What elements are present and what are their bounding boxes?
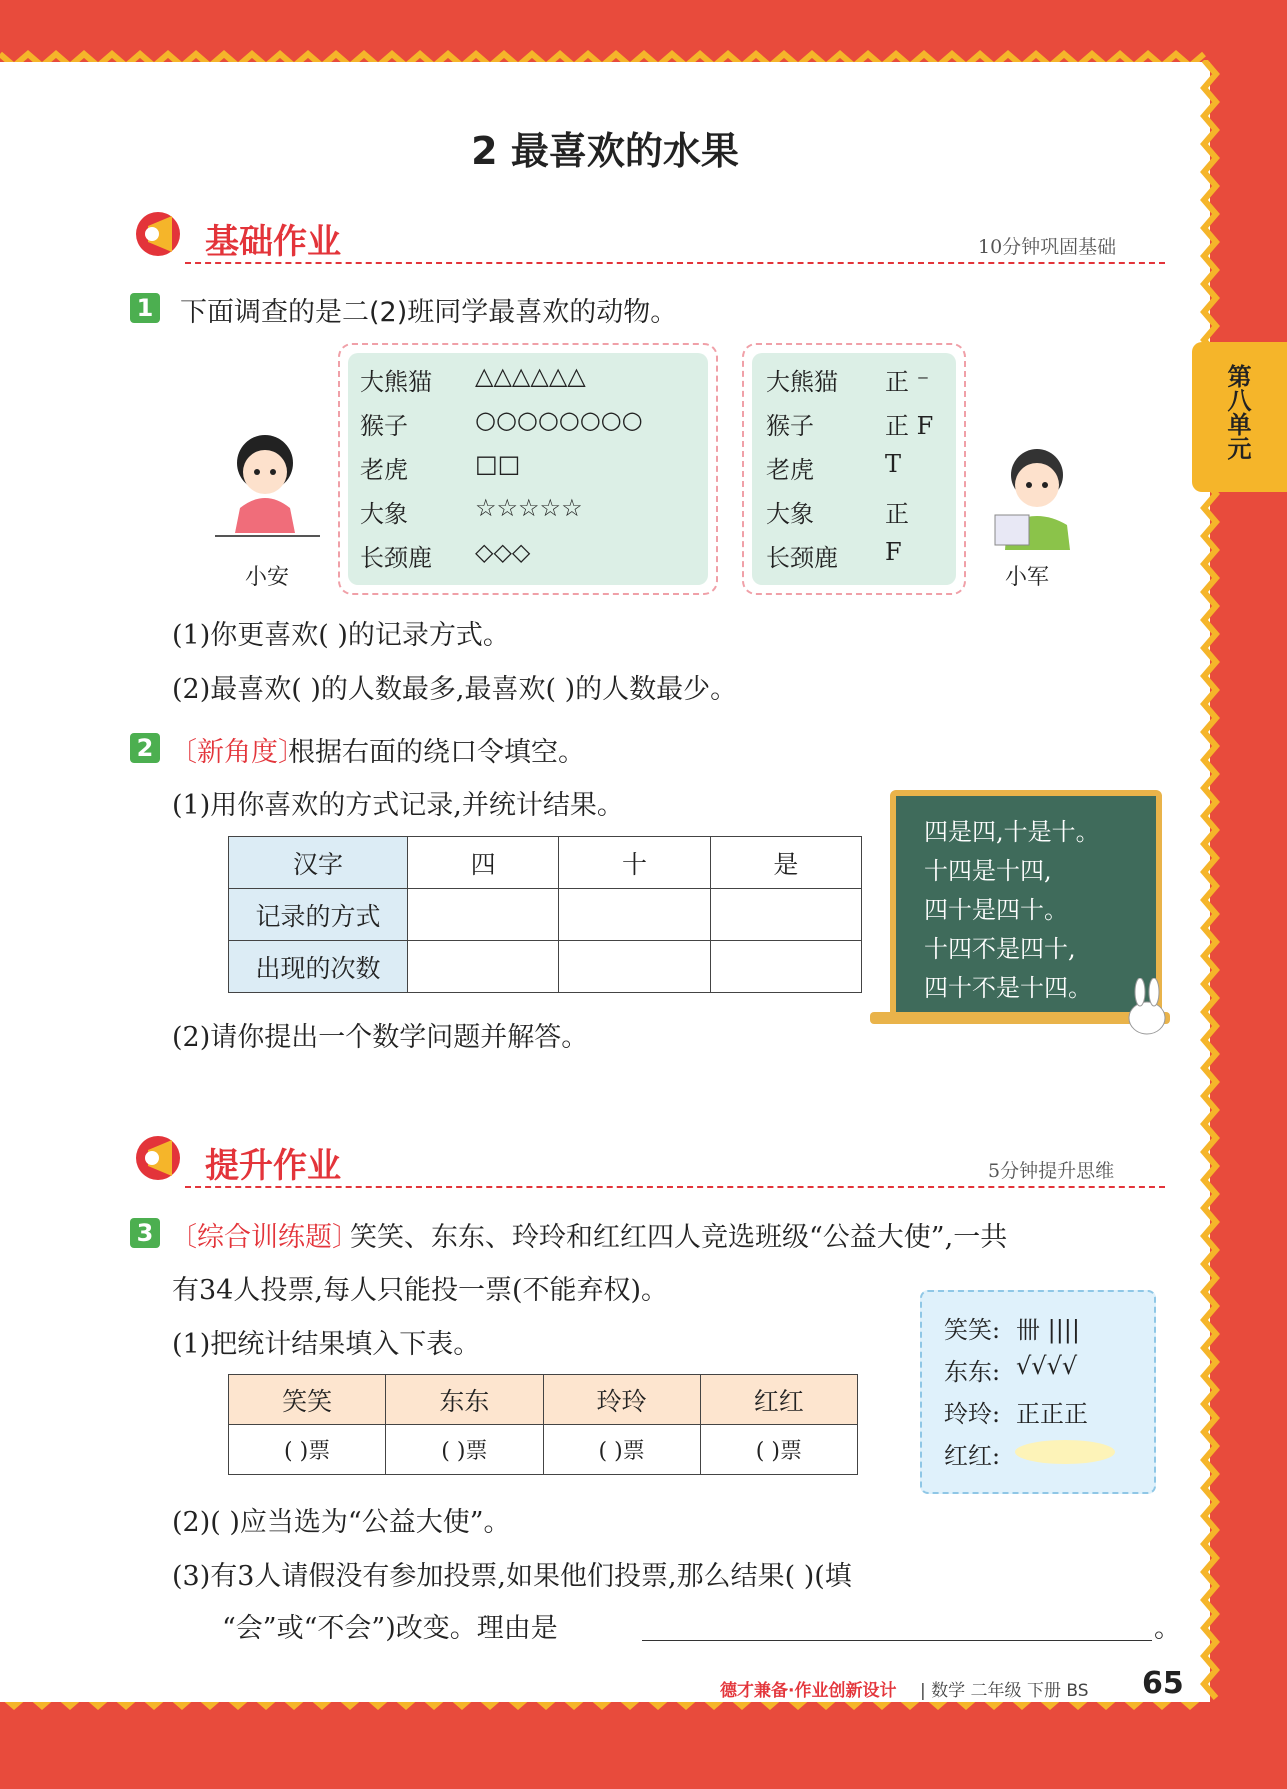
row-label: 出现的次数 xyxy=(229,941,408,993)
tongue-twister-line: 四十是四十。 xyxy=(924,896,1068,924)
boy-illustration xyxy=(985,445,1085,555)
right-record-animal: 长颈鹿 xyxy=(766,544,838,572)
tally-name: 红红: xyxy=(944,1442,1001,1470)
tongue-twister-line: 四是四,十是十。 xyxy=(924,818,1100,846)
advanced-section-heading: 提升作业 xyxy=(205,1146,341,1186)
q3-sub1: (1)把统计结果填入下表。 xyxy=(172,1329,481,1360)
q3-sub2[interactable]: (2)( )应当选为“公益大使”。 xyxy=(172,1507,511,1538)
right-record-mark: F xyxy=(885,538,902,566)
tally-mark: 正正正 xyxy=(1016,1400,1088,1428)
tally-name: 笑笑: xyxy=(944,1316,1001,1344)
table-header: 四 xyxy=(408,837,559,889)
vote-cell[interactable]: ( )票 xyxy=(700,1425,857,1475)
footer-brand: 德才兼备·作业创新设计 xyxy=(720,1681,897,1701)
right-record-animal: 老虎 xyxy=(766,456,814,484)
question-text-line2: 有34人投票,每人只能投一票(不能弃权)。 xyxy=(172,1275,669,1306)
left-record-mark: □□ xyxy=(475,450,521,478)
tally-name: 玲玲: xyxy=(944,1400,1001,1428)
answer-cell[interactable] xyxy=(408,941,559,993)
vote-cell[interactable]: ( )票 xyxy=(543,1425,700,1475)
megaphone-icon xyxy=(130,208,190,260)
table-header: 东东 xyxy=(386,1375,543,1425)
advanced-section-note: 5分钟提升思维 xyxy=(988,1160,1115,1182)
right-record-mark: 正 ⁻ xyxy=(885,368,930,396)
left-record-mark: ◇◇◇ xyxy=(475,538,531,566)
question-text-line1: 笑笑、东东、玲玲和红红四人竞选班级“公益大使”,一共 xyxy=(350,1222,1008,1253)
unit-tab-label: 第八单元 xyxy=(1223,364,1251,460)
left-record-animal: 猴子 xyxy=(360,412,408,440)
tally-mark: 卌 |||| xyxy=(1016,1316,1080,1344)
left-record-animal: 大熊猫 xyxy=(360,368,432,396)
question-text: 下面调查的是二(2)班同学最喜欢的动物。 xyxy=(180,297,678,328)
hidden-tally-blob xyxy=(1015,1440,1115,1464)
section-divider xyxy=(185,1186,1165,1188)
question-text: 根据右面的绕口令填空。 xyxy=(288,737,585,768)
vote-cell[interactable]: ( )票 xyxy=(229,1425,386,1475)
table-header: 玲玲 xyxy=(543,1375,700,1425)
right-record-animal: 大象 xyxy=(766,500,814,528)
question-number: 1 xyxy=(130,293,160,323)
right-record-animal: 大熊猫 xyxy=(766,368,838,396)
section-divider xyxy=(185,262,1165,264)
q3-sub3a[interactable]: (3)有3人请假没有参加投票,如果他们投票,那么结果( )(填 xyxy=(172,1561,852,1592)
question-tag: 〔综合训练题〕 xyxy=(170,1222,359,1253)
table-header: 红红 xyxy=(700,1375,857,1425)
row-label: 记录的方式 xyxy=(229,889,408,941)
right-record-mark: T xyxy=(885,450,902,478)
left-record-mark: ○○○○○○○○ xyxy=(475,406,643,434)
table-header: 是 xyxy=(710,837,861,889)
right-wave-border xyxy=(1190,60,1230,1710)
tongue-twister-line: 十四是十四, xyxy=(924,857,1052,885)
girl-illustration xyxy=(210,428,320,543)
footer-info: | 数学 二年级 下册 BS xyxy=(920,1681,1089,1701)
table-header: 笑笑 xyxy=(229,1375,386,1425)
q1-sub1[interactable]: (1)你更喜欢( )的记录方式。 xyxy=(172,620,510,651)
answer-cell[interactable] xyxy=(559,941,710,993)
unit-tab[interactable] xyxy=(1192,342,1287,492)
answer-cell[interactable] xyxy=(710,941,861,993)
q1-sub2[interactable]: (2)最喜欢( )的人数最多,最喜欢( )的人数最少。 xyxy=(172,674,738,705)
page-title: 2 最喜欢的水果 xyxy=(471,129,739,173)
right-record-mark: 正 F xyxy=(885,412,934,440)
tongue-twister-line: 十四不是四十, xyxy=(924,935,1076,963)
answer-cell[interactable] xyxy=(408,889,559,941)
basic-section-note: 10分钟巩固基础 xyxy=(978,236,1117,258)
left-record-mark: △△△△△△ xyxy=(475,362,586,390)
right-record-animal: 猴子 xyxy=(766,412,814,440)
answer-cell[interactable] xyxy=(559,889,710,941)
left-record-animal: 长颈鹿 xyxy=(360,544,432,572)
tally-name: 东东: xyxy=(944,1358,1001,1386)
reason-answer-line[interactable] xyxy=(642,1640,1152,1641)
question-tag: 〔新角度〕 xyxy=(170,737,305,768)
q2-sub2: (2)请你提出一个数学问题并解答。 xyxy=(172,1022,589,1053)
basic-section-heading: 基础作业 xyxy=(205,222,341,262)
question-number: 2 xyxy=(130,733,160,763)
left-record-animal: 大象 xyxy=(360,500,408,528)
answer-cell[interactable] xyxy=(710,889,861,941)
left-record-animal: 老虎 xyxy=(360,456,408,484)
boy-name: 小军 xyxy=(1005,565,1050,590)
table-header: 十 xyxy=(559,837,710,889)
reason-end: 。 xyxy=(1154,1613,1181,1644)
q2-sub1: (1)用你喜欢的方式记录,并统计结果。 xyxy=(172,790,624,821)
table-header: 汉字 xyxy=(229,837,408,889)
right-record-mark: 正 xyxy=(885,500,909,528)
girl-name: 小安 xyxy=(245,565,290,590)
vote-table xyxy=(228,1374,858,1475)
vote-cell[interactable]: ( )票 xyxy=(386,1425,543,1475)
megaphone-icon xyxy=(130,1132,190,1184)
tally-mark: √√√√ xyxy=(1016,1352,1078,1380)
rabbit-icon xyxy=(1122,978,1172,1038)
tongue-twister-line: 四十不是十四。 xyxy=(924,974,1092,1002)
left-record-mark: ☆☆☆☆☆ xyxy=(475,494,583,522)
tongue-twister-table xyxy=(228,836,862,993)
page-number: 65 xyxy=(1142,1666,1184,1701)
q3-sub3b: “会”或“不会”)改变。理由是 xyxy=(222,1613,558,1644)
question-number: 3 xyxy=(130,1218,160,1248)
